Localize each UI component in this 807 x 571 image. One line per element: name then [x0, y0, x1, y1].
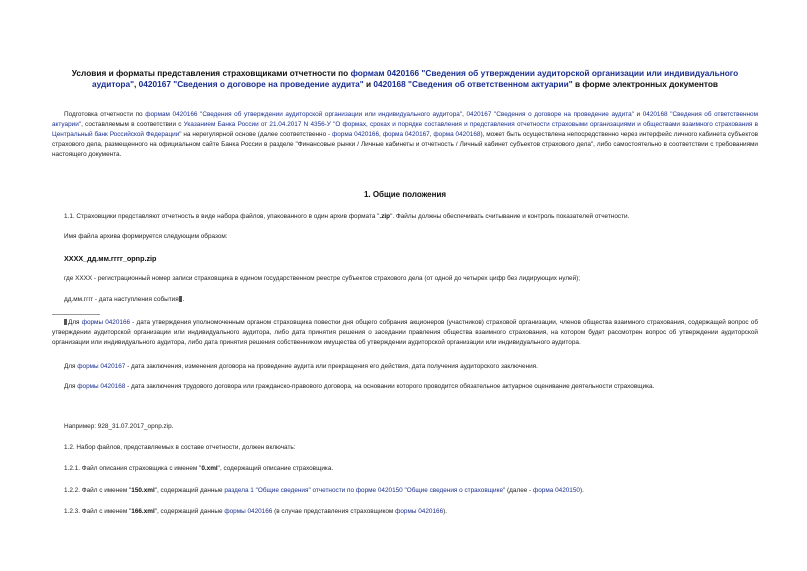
document-title: Условия и форматы представления страховщиками отчетности по формам 0420166 "Сведения об утверждении аудиторской организации или индивидуального аудитора", 0420167 "Сведения о договоре на проведение аудита" и 0420168 "Сведения об ответственном актуарии" в форме электронных документов — [71, 68, 739, 89]
footnote-form-0420168: Для формы 0420168 - дата заключения трудового договора или гражданско-правового договора, на основании которого проводится обязательное актуарное оценивание деятельности страховщика. — [64, 383, 655, 390]
footnote-divider — [52, 314, 100, 315]
xxxx-description: где XXXX - регистрационный номер записи страховщика в едином государственном реестре субъектов страхового дела (от одной до четырех цифр без лидирующих нулей); — [64, 275, 581, 282]
link-short-form-0420168[interactable]: форма 0420168 — [433, 131, 481, 138]
footnote-marker-icon[interactable] — [179, 296, 182, 302]
link-form-0420167-title[interactable]: 0420167 "Сведения о договоре на проведение аудита" — [138, 79, 364, 89]
date-description: дд.мм.гггг - дата наступления события . — [64, 296, 185, 303]
link-p123-form-0420166-2[interactable]: формы 0420166 — [395, 508, 444, 515]
footnote-marker-icon — [64, 319, 67, 325]
paragraph-1-2: 1.2. Набор файлов, представляемых в составе отчетности, должен включать: — [64, 444, 296, 451]
link-fn-form-0420168[interactable]: формы 0420168 — [77, 383, 126, 390]
link-directive-4356u[interactable]: Указанием Банка России от 21.04.2017 N 4356-У "О формах, сроках и порядке составления и представления отчетности страховыми организациями и обществами взаимного страхования в Центральный банк Российской Федерации" — [52, 121, 758, 138]
paragraph-1-2-2: 1.2.2. Файл с именем "150.xml", содержащий данные раздела 1 "Общие сведения" отчетности по форме 0420150 "Общие сведения о страховщике" (далее - форма 0420150). — [64, 487, 584, 494]
link-form-0420167[interactable]: 0420167 "Сведения о договоре на проведение аудита" — [466, 111, 634, 118]
link-fn-form-0420166[interactable]: формы 0420166 — [81, 319, 131, 326]
link-short-form-0420166[interactable]: форма 0420166 — [331, 131, 380, 138]
link-p123-form-0420166[interactable]: формы 0420166 — [224, 508, 273, 515]
paragraph-1-2-3: 1.2.3. Файл с именем "166.xml", содержащий данные формы 0420166 (в случае представления страховщиком формы 0420166). — [64, 508, 448, 515]
link-form-0420166-title[interactable]: формам 0420166 "Сведения об утверждении аудиторской организации или индивидуального аудитора" — [92, 68, 739, 89]
intro-paragraph: Подготовка отчетности по формам 0420166 "Сведения об утверждении аудиторской организации или индивидуального аудитора", 0420167 "Сведения о договоре на проведение аудита" и 0420168 "Сведения об ответственном актуарии", составляемым в соответствии с Указанием Банка России от 21.04.2017 N 4356-У "О формах, сроках и порядке составления и представления отчетности страховыми организациями и обществами взаимного страхования в Центральный банк Российской Федерации" на нерегулярной основе (далее соответственно - форма 0420166, форма 0420167, форма 0420168), может быть осуществлена непосредственно через интерфейс личного кабинета субъектов страхового дела, размещенного на официальном сайте Банка России в разделе "Финансовые рынки / Личные кабинеты и отчетность / Личный кабинет субъектов страхового дела", либо самостоятельно в соответствии с требованиями настоящего документа. — [52, 111, 759, 158]
link-short-form-0420167[interactable]: форма 0420167 — [382, 131, 430, 138]
link-form-0420168[interactable]: 0420168 "Сведения об ответственном актуарии" — [52, 111, 759, 128]
footnote-form-0420166: Для формы 0420166 - дата утверждения уполномоченным органом страховщика повестки дня общего собрания акционеров (участников) страховой организации, членов общества взаимного страхования, содержащей вопрос об утверждении аудиторской организации или индивидуального аудитора, либо дата принятия решения о заседании правления общества взаимного страхования, на котором будет рассмотрен вопрос об утверждении аудиторской организации или индивидуального аудитора, либо дата принятия решения собственником имущества об утверждении аудиторской организации или индивидуального аудитора. — [52, 319, 758, 346]
archive-intro: Имя файла архива формируется следующим образом: — [64, 233, 228, 240]
link-section-1-form-0420150[interactable]: раздела 1 "Общие сведения" отчетности по форме 0420150 "Общие сведения о страховщике" — [224, 487, 506, 494]
link-fn-form-0420167[interactable]: формы 0420167 — [77, 363, 126, 370]
section-heading: 1. Общие положения — [363, 190, 447, 199]
paragraph-1-2-1: 1.2.1. Файл описания страховщика с именем "0.xml", содержащий описание страховщика. — [64, 465, 334, 472]
paragraph-1-1: 1.1. Страховщики представляют отчетность в виде набора файлов, упакованного в один архив формата ".zip". Файлы должны обеспечивать считывание и контроль показателей отчетности. — [64, 213, 630, 220]
link-form-0420150[interactable]: форма 0420150 — [533, 487, 580, 494]
archive-name-pattern: XXXX_дд.мм.гггг_opnp.zip — [64, 254, 157, 263]
link-form-0420166[interactable]: формам 0420166 "Сведения об утверждении аудиторской организации или индивидуального аудитора" — [145, 111, 463, 118]
footnote-form-0420167: Для формы 0420167 - дата заключения, изменения договора на проведение аудита или прекращения его действия, дата получения аудиторского заключения. — [64, 363, 538, 370]
link-form-0420168-title[interactable]: 0420168 "Сведения об ответственном актуарии" — [373, 79, 573, 89]
archive-example: Например: 928_31.07.2017_opnp.zip. — [64, 423, 174, 430]
